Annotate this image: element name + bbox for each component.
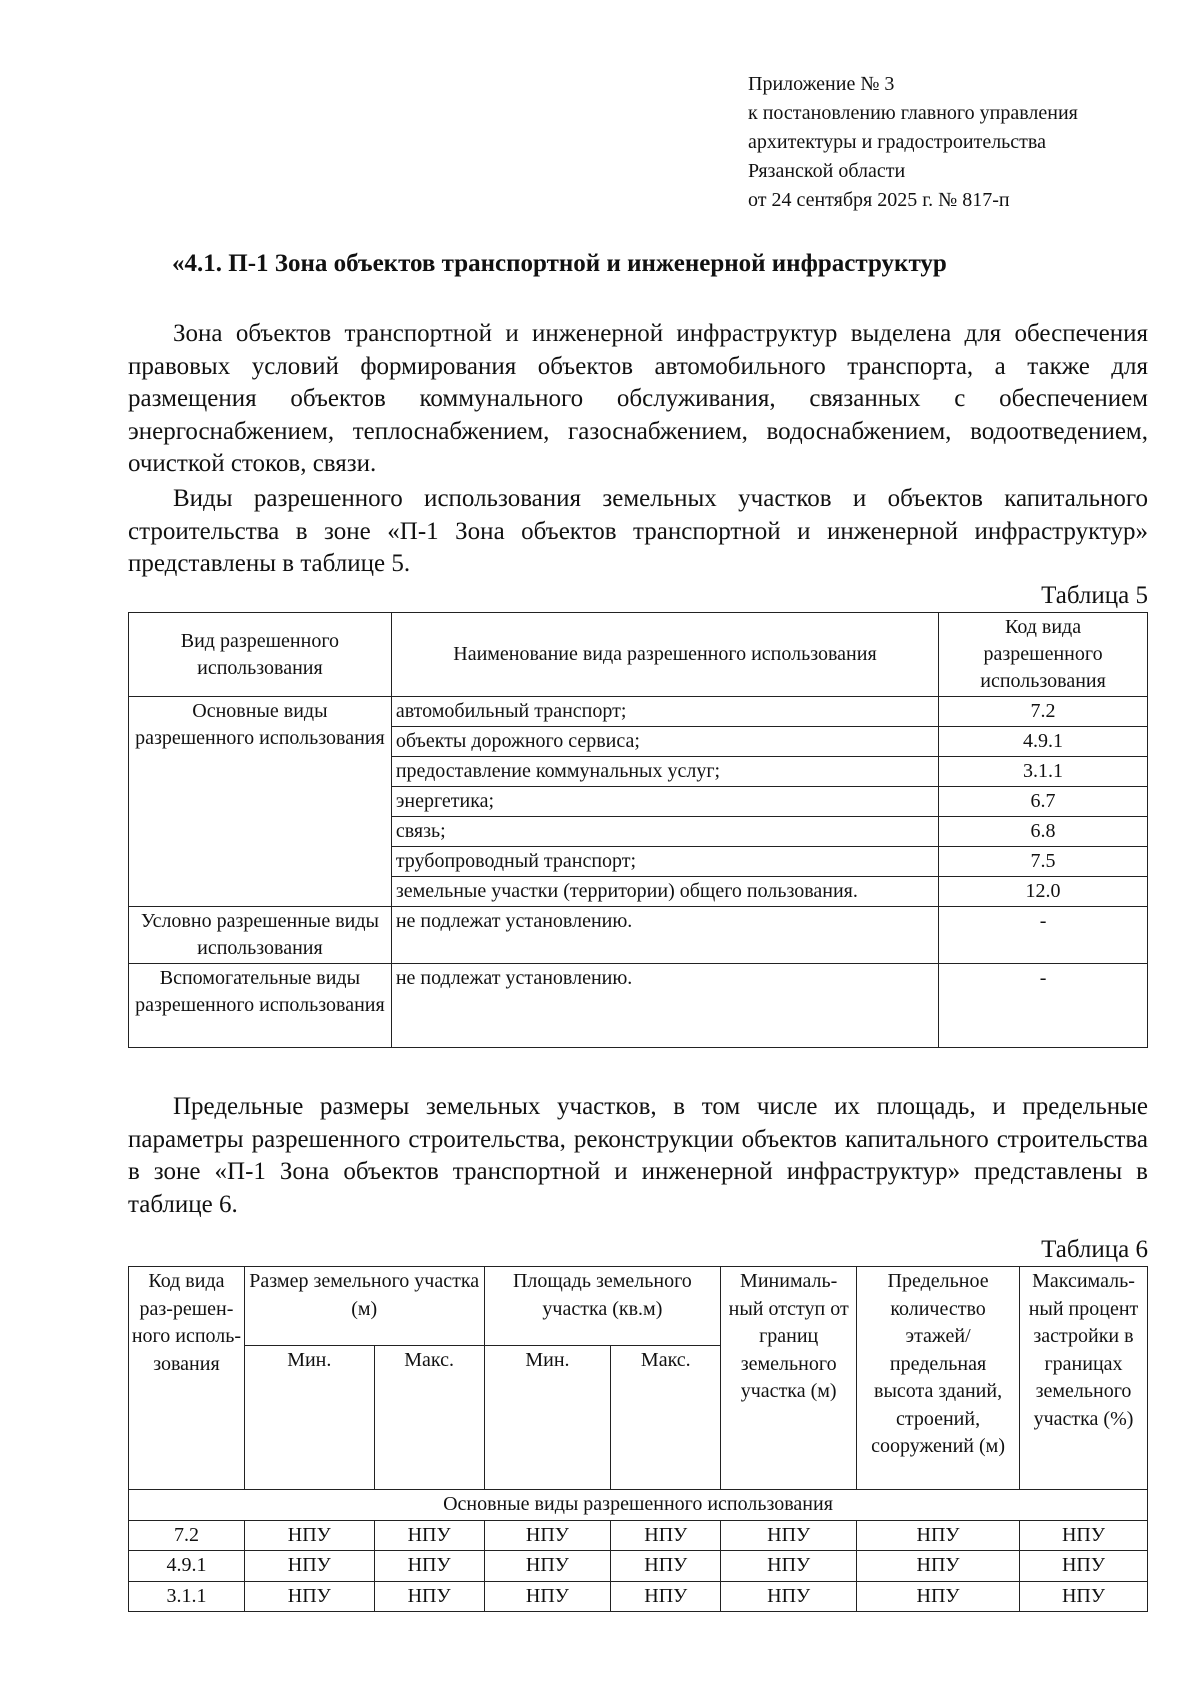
table6-caption: Таблица 6	[1041, 1236, 1148, 1263]
table-cell: НПУ	[611, 1551, 721, 1582]
table-section-row	[129, 1490, 1148, 1521]
header-cell: Код вида раз-решен-ного исполь-зования	[129, 1267, 245, 1490]
table-cell: НПУ	[721, 1520, 857, 1551]
table-cell: НПУ	[374, 1581, 484, 1612]
table5-caption: Таблица 5	[1041, 582, 1148, 609]
paragraph-zone-description: Зона объектов транспортной и инженерной инфраструктур выделена для обеспечения правовых условий формирования объектов автомобильного транспорта, а также для размещения объектов коммунального обслуживания, связанных с обеспечением энергоснабжением, теплоснабжением, газоснабжением, водоснабжением, водоотведением, очисткой стоков, связи.	[128, 320, 1148, 477]
table-cell: НПУ	[721, 1551, 857, 1582]
table-cell: НПУ	[484, 1520, 611, 1551]
use-code: 7.2	[939, 697, 1148, 727]
header-cell: Мин.	[244, 1346, 374, 1490]
group-label: Условно разрешенные виды использования	[129, 907, 392, 964]
annex-line: Рязанской области	[748, 160, 906, 182]
annex-block	[748, 70, 1168, 215]
table-cell: 4.9.1	[129, 1551, 245, 1582]
table-cell: НПУ	[244, 1520, 374, 1551]
table-row	[129, 964, 1148, 1048]
use-code: 6.7	[939, 787, 1148, 817]
table-cell: НПУ	[244, 1551, 374, 1582]
section-cell: Основные виды разрешенного использования	[129, 1490, 1148, 1521]
header-cell: Макс.	[374, 1346, 484, 1490]
table-cell: НПУ	[484, 1581, 611, 1612]
table-row	[129, 1551, 1148, 1582]
table-cell: НПУ	[1019, 1551, 1147, 1582]
annex-line: архитектуры и градостроительства	[748, 131, 1046, 153]
use-name: предоставление коммунальных услуг;	[391, 757, 938, 787]
paragraph-table5-intro: Виды разрешенного использования земельных участков и объектов капитального строительства в зоне «П-1 Зона объектов транспортной и инженерной инфраструктур» представлены в таблице 5.	[128, 485, 1148, 577]
header-cell: Мин.	[484, 1346, 611, 1490]
header-cell: Размер земельного участка (м)	[244, 1267, 484, 1346]
use-name: энергетика;	[391, 787, 938, 817]
table-cell: НПУ	[857, 1581, 1020, 1612]
header-cell: Вид разрешенного использования	[129, 613, 392, 697]
use-name: связь;	[391, 817, 938, 847]
table-header-row	[129, 613, 1148, 697]
use-name: земельные участки (территории) общего пользования.	[391, 877, 938, 907]
table6	[128, 1266, 1148, 1612]
table-cell: НПУ	[611, 1520, 721, 1551]
paragraph-table6-intro: Предельные размеры земельных участков, в том числе их площадь, и предельные параметры разрешенного строительства, реконструкции объектов капитального строительства в зоне «П-1 Зона объектов транспортной и инженерной инфраструктур» представлены в таблице 6.	[128, 1093, 1148, 1218]
use-code: 6.8	[939, 817, 1148, 847]
table-cell: НПУ	[721, 1581, 857, 1612]
use-code: -	[939, 907, 1148, 964]
header-cell: Минималь-ный отступ от границ земельного участка (м)	[721, 1267, 857, 1490]
use-code: 3.1.1	[939, 757, 1148, 787]
table-cell: 7.2	[129, 1520, 245, 1551]
annex-line: от 24 сентября 2025 г. № 817-п	[748, 189, 1010, 211]
use-code: 12.0	[939, 877, 1148, 907]
table-cell: НПУ	[244, 1581, 374, 1612]
table-cell: НПУ	[857, 1520, 1020, 1551]
use-name: объекты дорожного сервиса;	[391, 727, 938, 757]
table-header-row	[129, 1267, 1148, 1346]
table-cell: 3.1.1	[129, 1581, 245, 1612]
group-label: Вспомогательные виды разрешенного использования	[129, 964, 392, 1048]
table-cell: НПУ	[857, 1551, 1020, 1582]
table-row	[129, 1581, 1148, 1612]
use-name: трубопроводный транспорт;	[391, 847, 938, 877]
table-row	[129, 907, 1148, 964]
header-cell: Наименование вида разрешенного использования	[391, 613, 938, 697]
header-cell: Код вида разрешенного использования	[939, 613, 1148, 697]
table-cell: НПУ	[374, 1520, 484, 1551]
table-cell: НПУ	[611, 1581, 721, 1612]
header-cell: Максималь-ный процент застройки в границах земельного участка (%)	[1019, 1267, 1147, 1490]
header-cell: Площадь земельного участка (кв.м)	[484, 1267, 721, 1346]
table-cell: НПУ	[1019, 1581, 1147, 1612]
use-code: 4.9.1	[939, 727, 1148, 757]
table-row	[129, 697, 1148, 727]
table5	[128, 612, 1148, 1048]
group-label: Основные виды разрешенного использования	[129, 697, 392, 907]
table-cell: НПУ	[1019, 1520, 1147, 1551]
use-name: не подлежат установлению.	[391, 907, 938, 964]
use-name: автомобильный транспорт;	[391, 697, 938, 727]
use-code: -	[939, 964, 1148, 1048]
header-cell: Предельное количество этажей/ предельная высота зданий, строений, сооружений (м)	[857, 1267, 1020, 1490]
use-name: не подлежат установлению.	[391, 964, 938, 1048]
section-heading: «4.1. П-1 Зона объектов транспортной и инженерной инфраструктур	[172, 250, 947, 277]
table-cell: НПУ	[374, 1551, 484, 1582]
table-cell: НПУ	[484, 1551, 611, 1582]
annex-line: Приложение № 3	[748, 73, 895, 95]
header-cell: Макс.	[611, 1346, 721, 1490]
use-code: 7.5	[939, 847, 1148, 877]
annex-line: к постановлению главного управления	[748, 102, 1078, 124]
table-row	[129, 1520, 1148, 1551]
